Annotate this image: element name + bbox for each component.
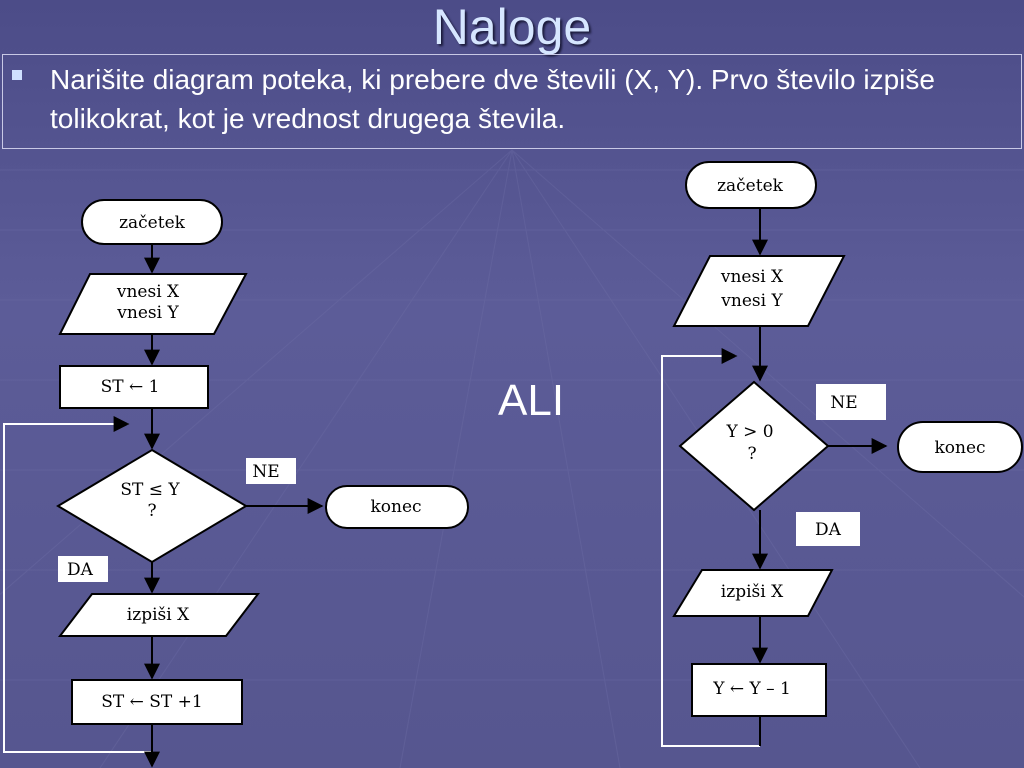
right-input-label-x: vnesi X: [720, 267, 784, 287]
left-input-label-y: vnesi Y: [117, 303, 179, 323]
right-flowchart: [662, 162, 1022, 746]
left-no-label: NE: [252, 462, 280, 482]
right-yes-label: DA: [815, 520, 841, 540]
left-start-label: začetek: [119, 213, 185, 233]
separator-text: ALI: [498, 376, 565, 425]
left-end-label: konec: [370, 497, 422, 517]
right-start-label: začetek: [717, 176, 783, 196]
right-end-label: konec: [934, 438, 986, 458]
right-decision-label: Y > 0: [726, 422, 774, 442]
left-increment-label: ST ← ST +1: [101, 692, 203, 712]
right-output-label: izpiši X: [720, 582, 784, 602]
slide-title: Naloge: [432, 0, 592, 55]
left-init-label: ST ← 1: [100, 377, 160, 397]
right-input-label-y: vnesi Y: [721, 291, 783, 311]
right-decision-question: ?: [747, 444, 757, 464]
left-input-label-x: vnesi X: [116, 282, 180, 302]
right-no-label: NE: [830, 393, 858, 413]
left-decision-label: ST ≤ Y: [120, 480, 180, 500]
left-yes-label: DA: [67, 560, 93, 580]
left-flowchart: [4, 200, 468, 766]
left-decision-question: ?: [147, 501, 157, 521]
left-output-label: izpiši X: [126, 605, 190, 625]
task-text: Narišite diagram poteka, ki prebere dve števili (X, Y). Prvo število izpiše tolikokrat, kot je vrednost drugega števila.: [50, 64, 935, 134]
right-decrement-label: Y ← Y – 1: [713, 679, 791, 699]
